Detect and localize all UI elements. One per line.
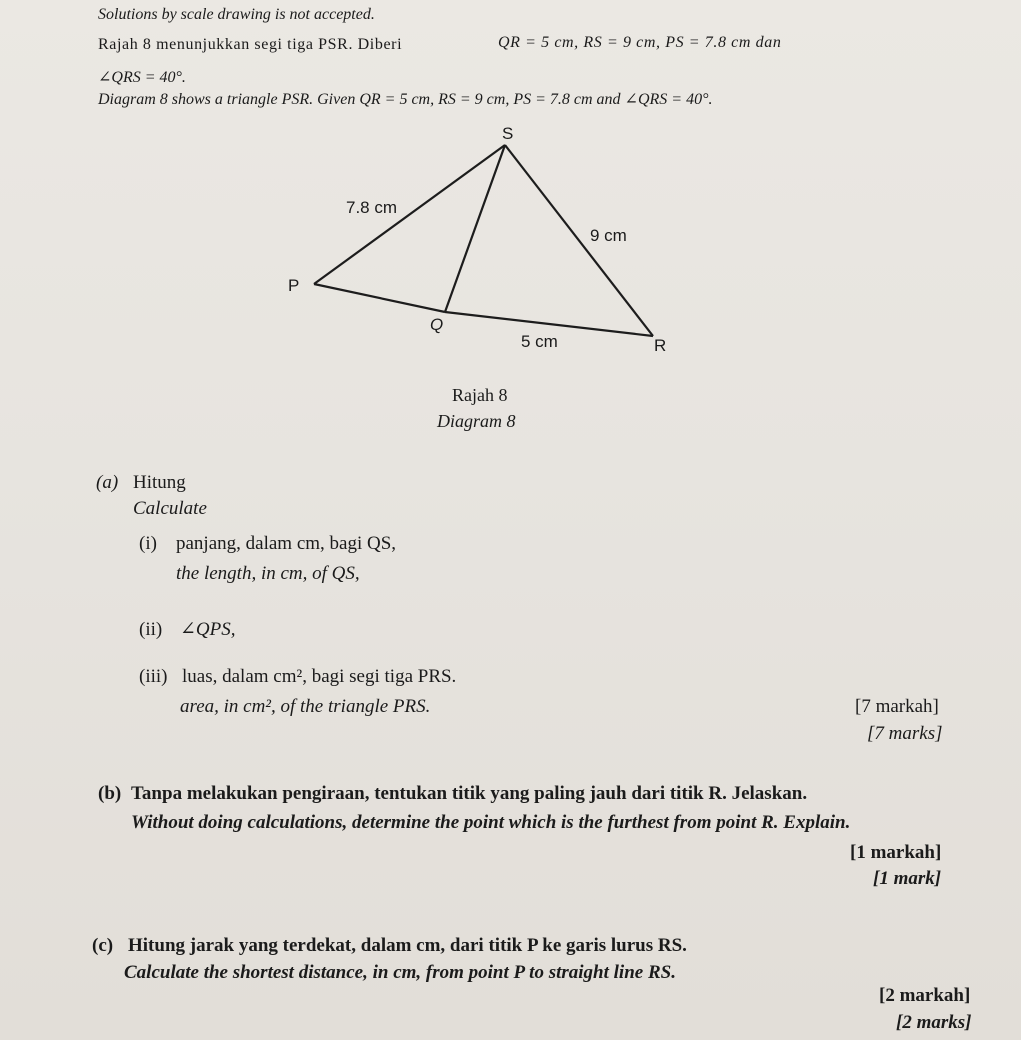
length-label-ps: 7.8 cm	[346, 198, 398, 217]
vertex-label-q: Q	[430, 315, 444, 334]
part-c-label: (c)	[92, 935, 114, 956]
side-sr	[505, 145, 653, 336]
side-pq	[314, 284, 445, 312]
intro-english-line: Diagram 8 shows a triangle PSR. Given QR = 5 cm, RS = 9 cm, PS = 7.8 cm and ∠QRS = 40°.	[98, 91, 713, 108]
part-b-marks-english: [1 mark]	[873, 868, 942, 889]
part-b-label: (b)	[98, 783, 122, 804]
intro-malay-angle: ∠QRS = 40°.	[98, 69, 186, 86]
part-a-i-english: the length, in cm, of QS,	[176, 563, 360, 584]
part-a-ii-num: (ii)	[139, 619, 163, 640]
vertex-label-p: P	[288, 276, 300, 295]
intro-malay-given: QR = 5 cm, RS = 9 cm, PS = 7.8 cm dan	[498, 34, 782, 51]
side-ps	[314, 145, 505, 284]
intro-note: Solutions by scale drawing is not accepted.	[98, 6, 375, 23]
intro-malay-line1: Rajah 8 menunjukkan segi tiga PSR. Diberi	[98, 36, 403, 53]
part-a-label: (a)	[96, 472, 119, 493]
part-a-marks-malay: [7 markah]	[855, 696, 939, 717]
part-a-malay: Hitung	[133, 472, 186, 493]
part-a-iii-english: area, in cm², of the triangle PRS.	[180, 696, 431, 717]
part-a-i-num: (i)	[139, 533, 157, 554]
part-a-ii-malay: ∠QPS,	[180, 619, 236, 640]
part-c-marks-malay: [2 markah]	[879, 985, 971, 1006]
vertex-label-s: S	[502, 124, 514, 143]
vertex-label-r: R	[654, 336, 667, 355]
diagram-caption-english: Diagram 8	[437, 411, 516, 431]
diagram-caption-malay: Rajah 8	[452, 385, 508, 405]
part-b-english: Without doing calculations, determine the point which is the furthest from point R. Explain.	[131, 812, 851, 833]
part-a-marks-english: [7 marks]	[867, 723, 943, 744]
length-label-qr: 5 cm	[521, 332, 558, 351]
side-qs	[445, 145, 505, 312]
part-b-malay: Tanpa melakukan pengiraan, tentukan titik yang paling jauh dari titik R. Jelaskan.	[131, 783, 808, 804]
part-b-marks-malay: [1 markah]	[850, 842, 942, 863]
part-a-english: Calculate	[133, 498, 207, 519]
part-c-english: Calculate the shortest distance, in cm, from point P to straight line RS.	[124, 962, 676, 983]
length-label-rs: 9 cm	[590, 226, 627, 245]
part-a-i-malay: panjang, dalam cm, bagi QS,	[176, 533, 397, 554]
part-a-iii-num: (iii)	[139, 666, 168, 687]
part-a-iii-malay: luas, dalam cm², bagi segi tiga PRS.	[182, 666, 457, 687]
part-c-marks-english: [2 marks]	[896, 1012, 972, 1033]
part-c-malay: Hitung jarak yang terdekat, dalam cm, dari titik P ke garis lurus RS.	[128, 935, 687, 956]
